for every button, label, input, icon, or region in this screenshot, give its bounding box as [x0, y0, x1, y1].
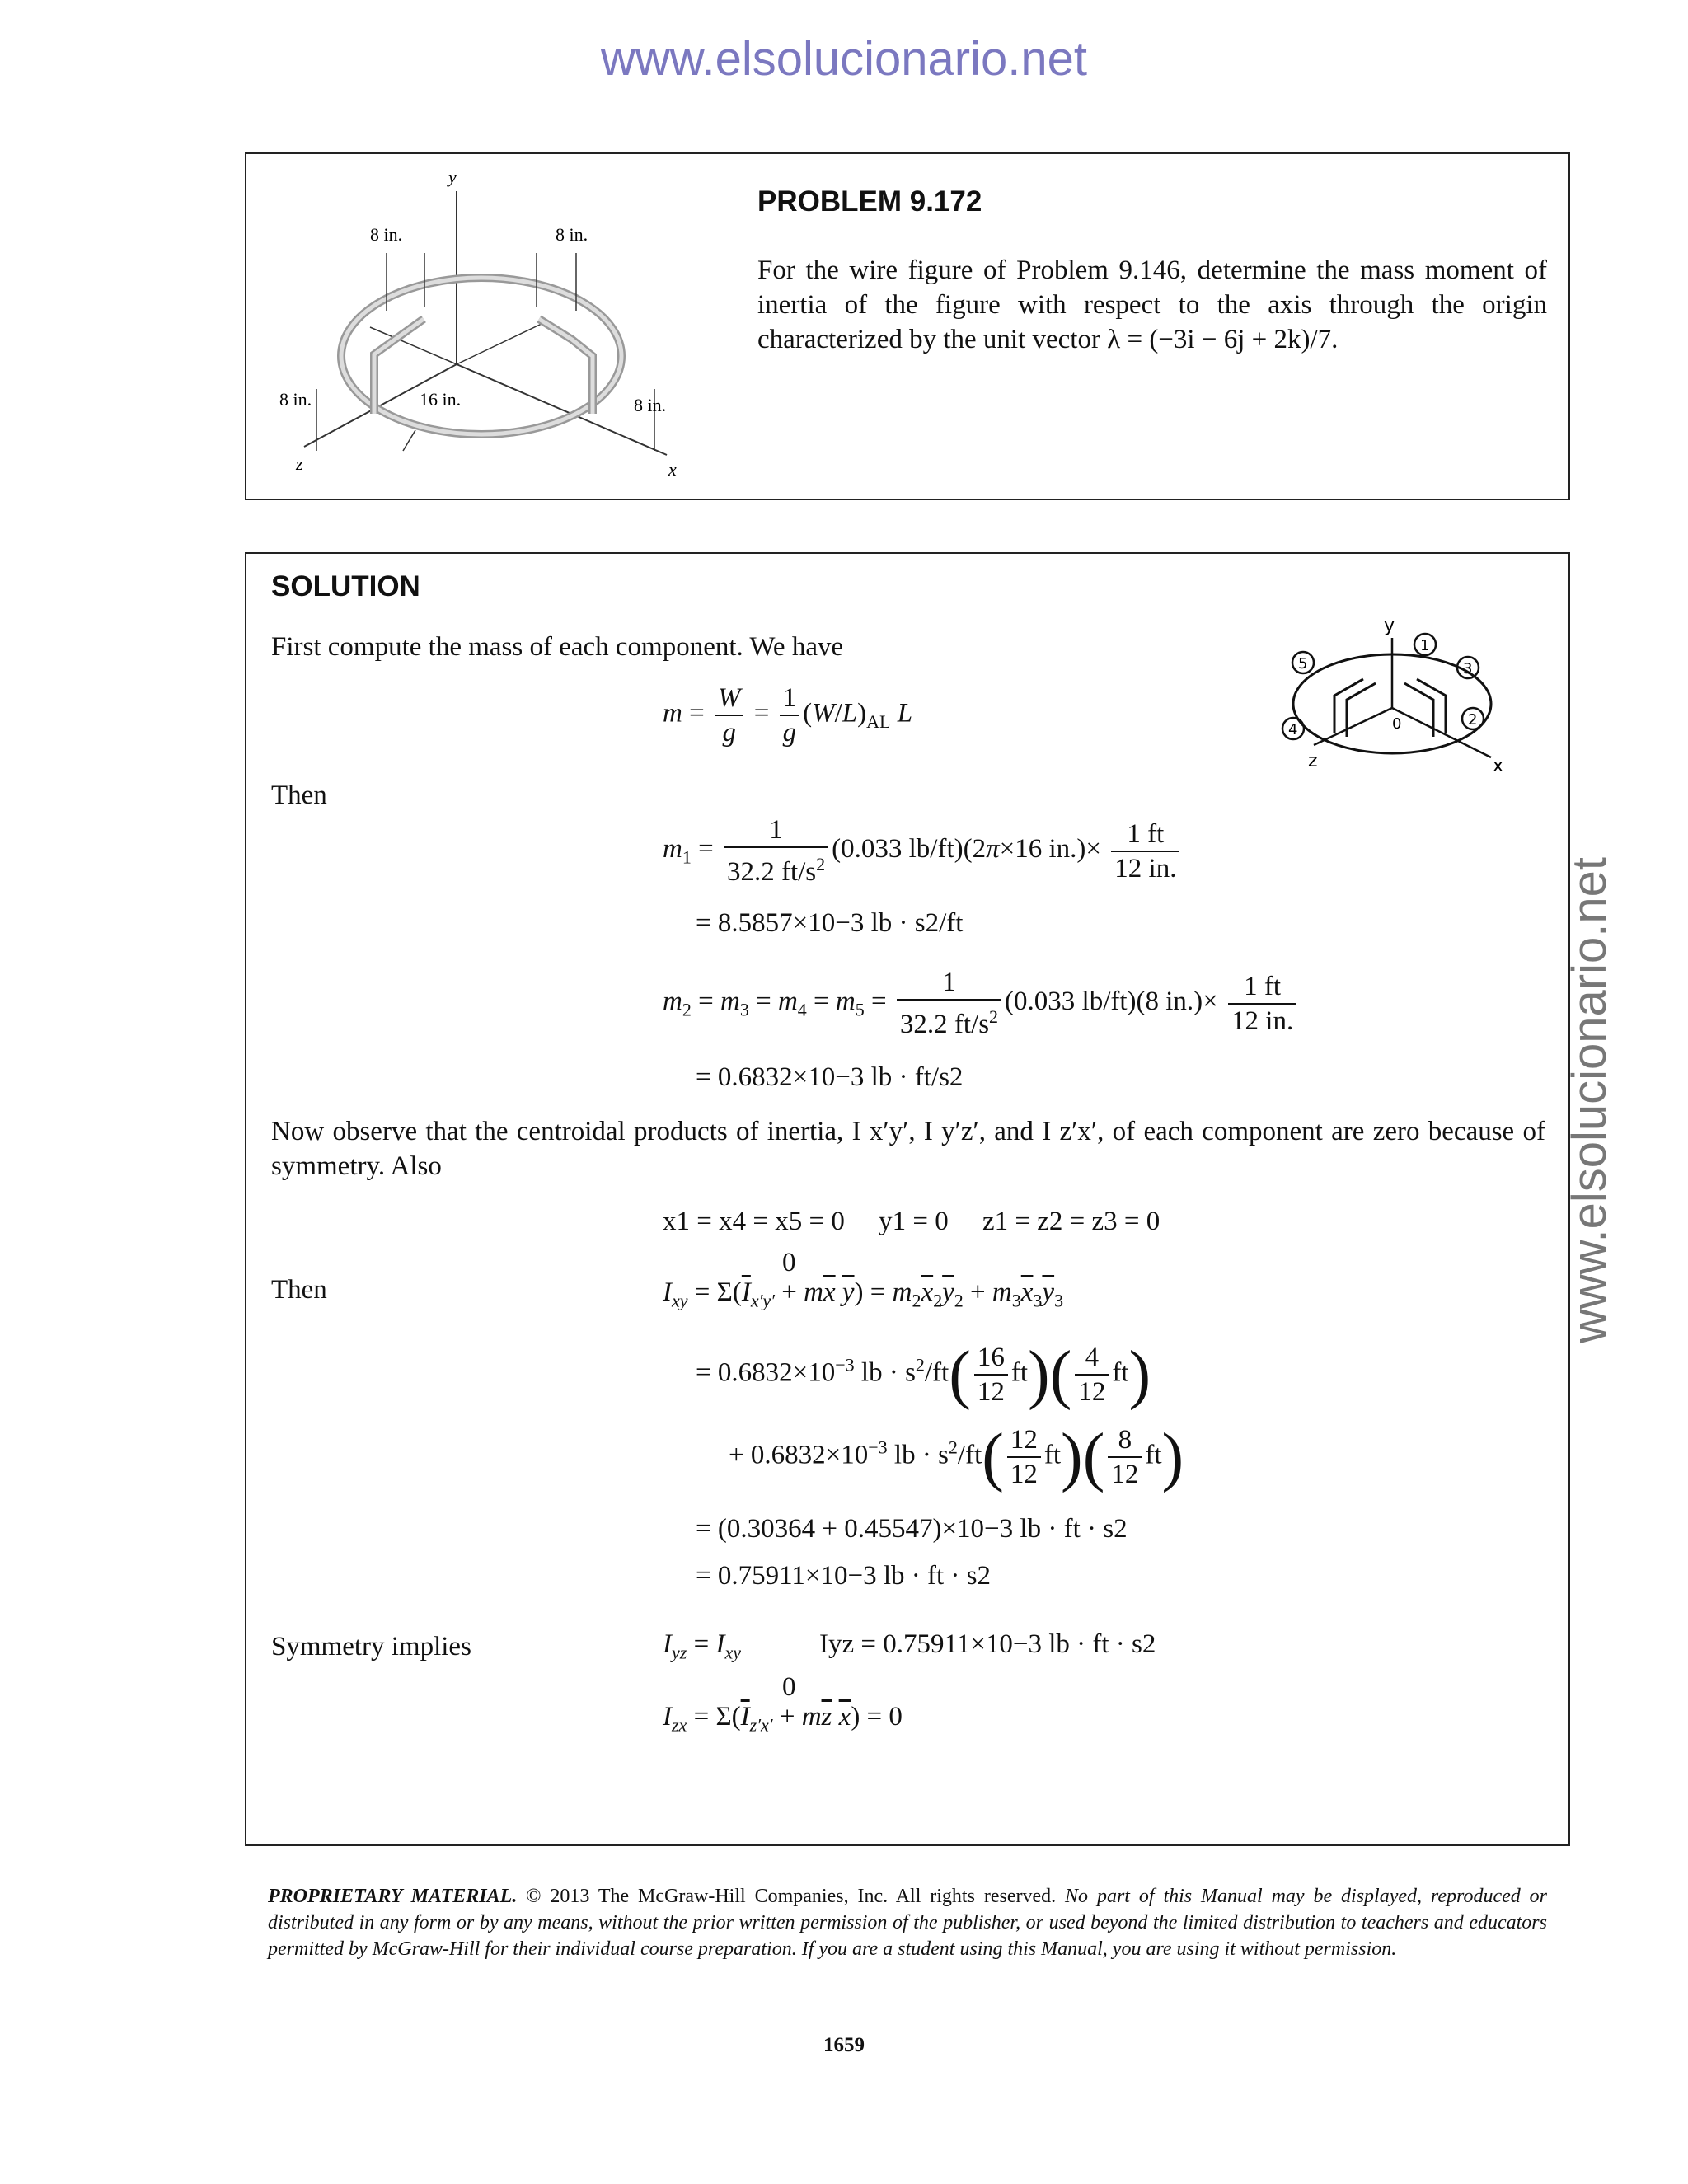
axis-z-label: z: [296, 453, 303, 474]
problem-title: PROBLEM 9.172: [757, 185, 982, 218]
eq-m1: $m_1$ = $\frac{1}{32.2 ft/s^2}$ (0.033 lb/ft)(2π×16 in.)× $\frac{1 ft}{12 in.}$: [663, 813, 1183, 888]
page-number: 1659: [823, 2034, 865, 2056]
eq-m2: $m_2 = m_3 = m_4 = m_5$ = $\frac{1}{32.2 ft/s^2}$ (0.033 lb/ft)(8 in.)× $\frac{1 ft}{12 in.}$: [663, 966, 1300, 1041]
eq-ixy-line1: = $0.6832\times 10^{-3}$ lb · $s^2/ft$( $\frac{16}{12}$ ft)( $\frac{4}{12}$ ft): [696, 1338, 1151, 1411]
symmetry-label: Symmetry implies: [271, 1632, 471, 1661]
solution-title: SOLUTION: [271, 570, 420, 602]
eq-ixy-result: = 0.75911×10−3 lb · ft · s2: [696, 1561, 992, 1591]
eq-ixy: 0 $I_{xy} = \Sigma(\overline{I}_{x'y'} + m\overline{x}$ $\overline{y}) = m_2\overline{x}_2\overline{y}_2 + m_3\overline{x}_3\overline{y}_3$: [663, 1248, 1064, 1311]
axis-y-label: y: [448, 166, 457, 187]
component-sketch: [1268, 613, 1516, 778]
footer-notice-text: No part of this Manual may be displayed, reproduced or distributed in any form or by any means, without the prior written permission of the publisher, or used beyond the limited distribution to teachers and educators permitted by McGraw-Hill for their individual course preparation. If you are a student using this Manual, you are using it without permission.: [268, 1886, 1548, 1960]
dim-label-2: 8 in.: [556, 224, 588, 245]
solution-box: [245, 552, 1570, 1846]
footer-copyright: © 2013 The McGraw-Hill Companies, Inc. All rights reserved.: [526, 1886, 1057, 1907]
eq-m1-result: = 8.5857×10−3 lb · s2/ft: [696, 908, 964, 938]
eq-izx: 0 $I_{zx} = \Sigma(\overline{I}_{z'x'} + m\overline{z}$ $\overline{x}) = 0$: [663, 1672, 903, 1736]
wire-figure: [271, 166, 683, 480]
eq-ixy-line2: + $0.6832\times 10^{-3}$ lb · $s^2/ft$( $\frac{12}{12}$ ft)( $\frac{8}{12}$ ft): [729, 1421, 1184, 1493]
sketch-y-label: y: [1384, 616, 1395, 636]
dim-label-1: 8 in.: [370, 224, 403, 245]
footer-notice: [268, 1883, 1547, 1962]
eq-mass-def: m = $\frac{W}{g}$ = $\frac{1}{g}$ $(W/L)_{AL}$ L: [663, 683, 913, 748]
then-label-1: Then: [271, 780, 327, 810]
sketch-origin-label: 0: [1392, 715, 1402, 733]
eq-ixy-sum: = (0.30364 + 0.45547)×10−3 lb · ft · s2: [696, 1514, 1128, 1544]
observe-text: Now observe that the centroidal products of inertia, I x′y′, I y′z′, and I z′x′, of each component are zero because of symmetry. Also: [271, 1117, 1545, 1181]
eq-centroids: x1 = x4 = x5 = 0 y1 = 0 z1 = z2 = z3 = 0: [663, 1207, 1160, 1236]
sketch-label-2: 2: [1468, 711, 1478, 729]
unit-vector: λ = (−3i − 6j + 2k)/7.: [1107, 325, 1339, 354]
dim-label-16: 16 in.: [420, 389, 462, 410]
watermark-side: www.elsolucionario.net: [1563, 857, 1616, 1343]
sketch-x-label: x: [1493, 756, 1504, 776]
axis-x-label: x: [668, 459, 677, 480]
sketch-label-1: 1: [1420, 637, 1430, 654]
sketch-label-4: 4: [1288, 721, 1298, 738]
problem-text: For the wire figure of Problem 9.146, determine the mass moment of inertia of the figure with respect to the axis through the origin characterized by the unit vector: [757, 255, 1547, 354]
eq-iyz-value: Iyz = 0.75911×10−3 lb · ft · s2: [819, 1629, 1156, 1659]
dim-label-3: 8 in.: [279, 389, 312, 410]
sketch-label-5: 5: [1298, 655, 1308, 673]
footer-bold: PROPRIETARY MATERIAL.: [268, 1886, 518, 1907]
eq-iyz: $I_{yz} = I_{xy}$: [663, 1629, 741, 1663]
sketch-z-label: z: [1308, 751, 1318, 771]
solution-intro: First compute the mass of each component. We have: [271, 632, 844, 662]
watermark-top: www.elsolucionario.net: [601, 32, 1087, 86]
problem-statement: [757, 253, 1547, 357]
sketch-label-3: 3: [1463, 660, 1473, 677]
problem-box: [245, 152, 1570, 500]
dim-label-4: 8 in.: [634, 395, 667, 415]
then-label-2: Then: [271, 1275, 327, 1305]
eq-m2-result: = 0.6832×10−3 lb · ft/s2: [696, 1062, 964, 1092]
